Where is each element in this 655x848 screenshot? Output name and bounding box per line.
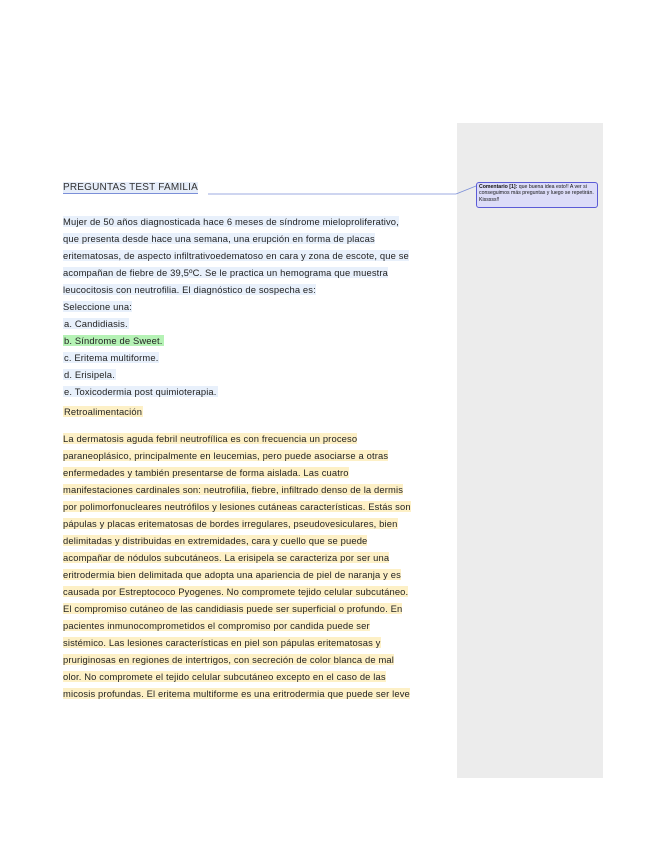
feedback-text (63, 430, 449, 702)
comment-text: que buena idea esto!! A ver si conseguimos más preguntas y luego se repetirán. Kisssss!! (479, 184, 594, 203)
feedback-line: pápulas y placas eritematosas de bordes irregulares, pseudovesiculares, bien (63, 518, 398, 529)
option-a[interactable]: a. Candidiasis. (64, 318, 128, 329)
comment-pane (457, 123, 603, 778)
question-line: que presenta desde hace una semana, una erupción en forma de placas (63, 233, 375, 244)
option-b-correct[interactable]: b. Síndrome de Sweet. (64, 335, 163, 346)
select-prompt: Seleccione una: (63, 301, 132, 312)
feedback-line: delimitadas y distribuidas en extremidades, cara y cuello que se puede (63, 535, 368, 546)
feedback-line: micosis profundas. El eritema multiforme es una eritrodermia que puede ser leve (63, 688, 410, 699)
question-line: Mujer de 50 años diagnosticada hace 6 meses de síndrome mieloproliferativo, (63, 216, 399, 227)
comment-label: Comentario [1]: (479, 184, 518, 190)
feedback-line: olor. No compromete el tejido celular subcutáneo excepto en el caso de las (63, 671, 386, 682)
feedback-line: por polimorfonucleares neutrófilos y lesiones cutáneas características. Estás son (63, 501, 411, 512)
feedback-line: manifestaciones cardinales son: neutrofilia, fiebre, infiltrado denso de la dermis (63, 484, 404, 495)
question-stem (63, 213, 449, 315)
option-e[interactable]: e. Toxicodermia post quimioterapia. (64, 386, 217, 397)
feedback-line: causada por Estreptococo Pyogenes. No compromete tejido celular subcutáneo. (63, 586, 409, 597)
answer-options (63, 315, 449, 400)
document-body (63, 180, 449, 702)
feedback-line: eritrodermia bien delimitada que adopta una apariencia de piel de naranja y es (63, 569, 401, 580)
option-c[interactable]: c. Eritema multiforme. (64, 352, 159, 363)
question-line: eritematosas, de aspecto infiltrativoedematoso en cara y zona de escote, que se (63, 250, 409, 261)
question-line: leucocitosis con neutrofilia. El diagnóstico de sospecha es: (63, 284, 316, 295)
feedback-heading: Retroalimentación (64, 406, 143, 417)
feedback-line: pacientes inmunocomprometidos el compromiso por candida puede ser (63, 620, 370, 631)
question-line: acompañan de fiebre de 39,5ºC. Se le practica un hemograma que muestra (63, 267, 389, 278)
option-d[interactable]: d. Erisipela. (64, 369, 115, 380)
document-title: PREGUNTAS TEST FAMILIA (63, 182, 198, 193)
feedback-line: paraneoplásico, principalmente en leucemias, pero puede asociarse a otras (63, 450, 389, 461)
feedback-line: enfermedades y también presentarse de forma aislada. Las cuatro (63, 467, 349, 478)
feedback-line: El compromiso cutáneo de las candidiasis puede ser superficial o profundo. En (63, 603, 403, 614)
comment-balloon[interactable] (476, 182, 598, 208)
feedback-line: acompañar de nódulos subcutáneos. La erisipela se caracteriza por ser una (63, 552, 390, 563)
feedback-line: sistémico. Las lesiones características en piel son pápulas eritematosas y (63, 637, 381, 648)
feedback-line: La dermatosis aguda febril neutrofílica es con frecuencia un proceso (63, 433, 358, 444)
feedback-line: pruriginosas en regiones de intertrigos, con secreción de color blanca de mal (63, 654, 394, 665)
